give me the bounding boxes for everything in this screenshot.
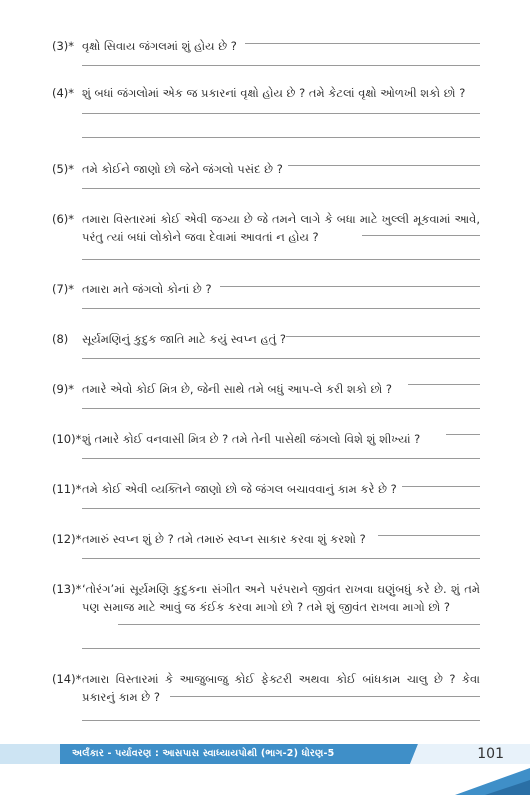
answer-line[interactable] — [82, 648, 480, 649]
page-footer — [0, 740, 530, 795]
question-text: તમે કોઈ એવી વ્યક્તિને જાણો છો જે જંગલ બચાવવાનું કામ કરે છે ? — [82, 482, 397, 496]
answer-line[interactable] — [245, 43, 480, 44]
answer-line[interactable] — [82, 113, 480, 114]
question-number: (12)* — [52, 532, 82, 546]
question-text: તમારા મતે જંગલો કોનાં છે ? — [82, 282, 212, 296]
answer-line[interactable] — [82, 408, 480, 409]
question-number: (14)* — [52, 672, 82, 686]
answer-line[interactable] — [82, 508, 480, 509]
answer-line[interactable] — [82, 65, 480, 66]
question-number: (7)* — [52, 282, 75, 296]
answer-line[interactable] — [378, 535, 480, 536]
answer-line[interactable] — [446, 434, 480, 435]
question-text: શું તમારે કોઈ વનવાસી મિત્ર છે ? તમે તેની પાસેથી જંગલો વિશે શું શીખ્યાં ? — [82, 432, 421, 446]
question-number: (5)* — [52, 162, 75, 176]
answer-line[interactable] — [82, 308, 480, 309]
question-text: તમે કોઈને જાણો છો જેને જંગલો પસંદ છે ? — [82, 162, 283, 176]
answer-line[interactable] — [82, 358, 480, 359]
footer-title: અર્લંકાર - પર્યાવરણ : આસપાસ સ્વાધ્યાયપોથી (ભાગ-2) ધોરણ-5 — [72, 748, 335, 759]
answer-line[interactable] — [402, 486, 480, 487]
question-number: (3)* — [52, 39, 75, 53]
answer-line[interactable] — [288, 165, 480, 166]
question-text: શું બધાં જંગલોમાં એક જ પ્રકારનાં વૃક્ષો હોય છે ? તમે કેટલાં વૃક્ષો ઓળખી શકો છો ? — [82, 86, 466, 100]
question-text: તમારે એવો કોઈ મિત્ર છે, જેની સાથે તમે બધું આપ-લે કરી શકો છો ? — [82, 382, 392, 396]
question-text: ‘તોરંગ’માં સૂર્યમણિ કુદુકના સંગીત અને પરંપરાને જીવંત રાખવા ઘણુંબધું કરે છે. શું તમે પણ સમાજ માટે આવું જ કંઈક કરવા માગો છો ? તમે શું જીવંત રાખવા માગો છો ? — [82, 582, 480, 614]
question-number: (6)* — [52, 212, 75, 226]
answer-line[interactable] — [286, 336, 480, 337]
question-number: (13)* — [52, 582, 82, 596]
question-number: (10)* — [52, 432, 82, 446]
answer-line[interactable] — [82, 188, 480, 189]
question-text: તમારા વિસ્તારમાં કે આજુબાજુ કોઈ ફેક્ટરી અથવા કોઈ બાંધકામ ચાલુ છે ? કેવા પ્રકારનું કામ છે ? — [82, 672, 480, 704]
question-text: સૂર્યમણિનું કુદુક જાતિ માટે કયું સ્વપ્ન હતું ? — [82, 332, 287, 346]
answer-line[interactable] — [170, 696, 480, 697]
answer-line[interactable] — [82, 458, 480, 459]
question-number: (8) — [52, 332, 69, 346]
answer-line[interactable] — [118, 624, 480, 625]
answer-line[interactable] — [408, 384, 480, 385]
question-number: (11)* — [52, 482, 82, 496]
answer-line[interactable] — [82, 720, 480, 721]
answer-line[interactable] — [82, 558, 480, 559]
question-text: તમારું સ્વપ્ન શું છે ? તમે તમારું સ્વપ્ન સાકાર કરવા શું કરશો ? — [82, 532, 366, 546]
question-text: તમારા વિસ્તારમાં કોઈ એવી જગ્યા છે જે તમને લાગે કે બધા માટે ખુલ્લી મૂકવામાં આવે, પરંતુ ત્યાં બધાં લોકોને જવા દેવામાં આવતાં ન હોય ? — [82, 212, 480, 244]
question-text: વૃક્ષો સિવાય જંગલમાં શું હોય છે ? — [82, 39, 237, 53]
question-number: (9)* — [52, 382, 75, 396]
answer-line[interactable] — [220, 286, 480, 287]
question-number: (4)* — [52, 86, 75, 100]
answer-line[interactable] — [362, 235, 480, 236]
answer-line[interactable] — [82, 259, 480, 260]
page-number: 101 — [477, 746, 504, 762]
answer-line[interactable] — [82, 137, 480, 138]
